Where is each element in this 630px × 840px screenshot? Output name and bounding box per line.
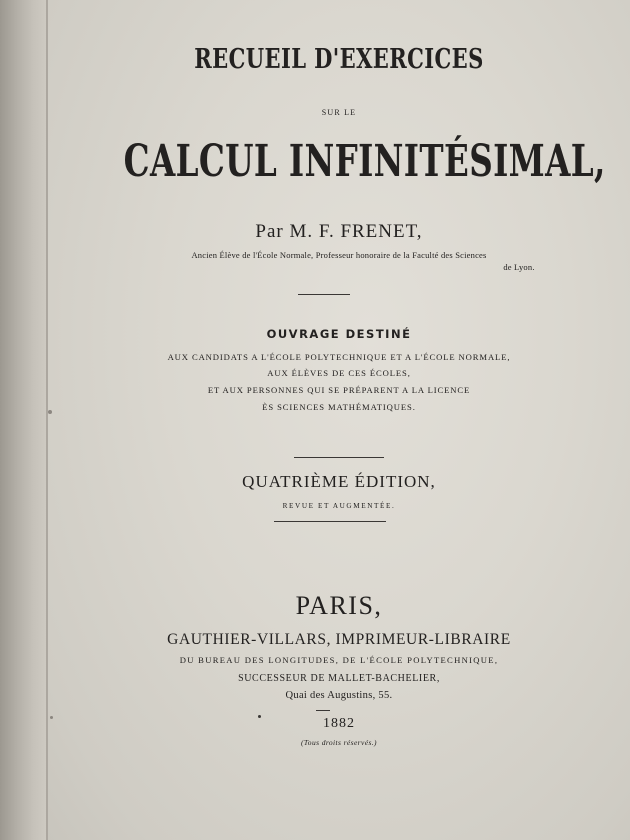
paper-speck	[50, 716, 53, 719]
publisher-line: GAUTHIER-VILLARS, IMPRIMEUR-LIBRAIRE	[167, 631, 511, 648]
paper-speck	[48, 410, 52, 414]
revue-line: REVUE ET AUGMENTÉE.	[282, 502, 396, 510]
audience-line: ET AUX PERSONNES QUI SE PRÉPARENT A LA LICENCE	[207, 385, 471, 395]
divider-rule	[294, 457, 384, 458]
title-line-2: CALCUL INFINITÉSIMAL,	[123, 136, 606, 187]
book-gutter	[0, 0, 48, 840]
edition-line: QUATRIÈME ÉDITION,	[242, 472, 436, 491]
rights-line: (Tous droits réservés.)	[301, 738, 377, 747]
successeur-line: SUCCESSEUR DE MALLET-BACHELIER,	[238, 673, 440, 684]
address-line: Quai des Augustins, 55.	[285, 690, 393, 701]
affiliation-line-2: de Lyon.	[503, 262, 535, 272]
audience-line: AUX ÉLÈVES DE CES ÉCOLES,	[267, 368, 411, 378]
sur-le-text: SUR LE	[321, 108, 357, 117]
author-line: Par M. F. FRENET,	[255, 221, 423, 242]
audience-line: ÈS SCIENCES MATHÉMATIQUES.	[262, 402, 416, 412]
ouvrage-destine-heading: OUVRAGE DESTINÉ	[266, 327, 412, 341]
divider-rule	[298, 294, 350, 295]
affiliation-line-1: Ancien Élève de l'École Normale, Professeur honoraire de la Faculté des Sciences	[191, 250, 487, 260]
title-line-1: RECUEIL D'EXERCICES	[194, 44, 484, 75]
divider-rule	[274, 521, 386, 522]
year-line: 1882	[323, 716, 355, 731]
divider-rule	[316, 710, 330, 711]
bureau-line: DU BUREAU DES LONGITUDES, DE L'ÉCOLE POLYTECHNIQUE,	[179, 655, 499, 665]
title-page	[48, 0, 630, 840]
audience-line: AUX CANDIDATS A L'ÉCOLE POLYTECHNIQUE ET A L'ÉCOLE NORMALE,	[167, 352, 511, 362]
city-line: PARIS,	[295, 591, 383, 620]
